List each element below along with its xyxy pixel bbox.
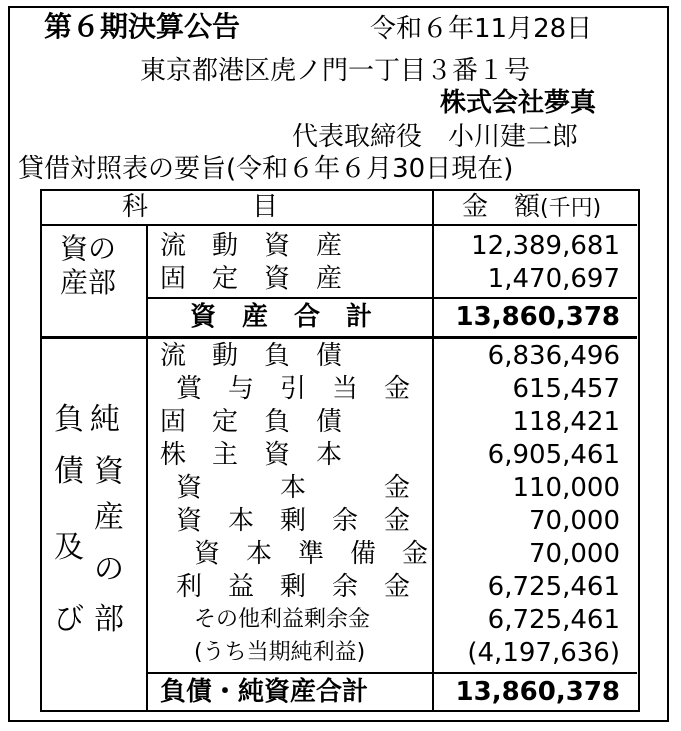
liab-label-char-8: の	[94, 552, 124, 587]
row-label-shareholders-equity: 株 主 資 本	[160, 440, 343, 470]
row-value-fixed-liabilities: 118,421	[512, 407, 620, 437]
liab-label-char-6: 資	[94, 454, 124, 489]
row-value-assets-total: 13,860,378	[455, 302, 620, 332]
row-label-assets-total: 資 産 合 計	[190, 302, 373, 332]
row-value-grand-total: 13,860,378	[455, 677, 620, 707]
row-value-current-liabilities: 6,836,496	[487, 341, 620, 371]
liab-label-char-4: び	[54, 602, 84, 637]
row-label-other-retained-earnings: その他利益剰余金	[194, 607, 371, 632]
assets-subtotal-divider	[146, 297, 637, 299]
row-label-current-liabilities: 流 動 負 債	[160, 341, 343, 371]
column-header-amount	[462, 192, 601, 224]
row-label-grand-total: 負債・純資産合計	[160, 677, 369, 707]
row-value-capital-reserve: 70,000	[529, 539, 620, 569]
liab-label-char-3: 及	[54, 530, 84, 565]
row-value-bonus-provision: 615,457	[512, 374, 620, 404]
company-address: 東京都港区虎ノ門一丁目３番１号	[140, 56, 531, 86]
unit-label: (千円)	[540, 196, 602, 221]
row-label-retained-earnings: 利 益 剰 余 金	[176, 572, 411, 602]
balance-sheet-table	[40, 189, 640, 712]
row-label-capital-reserve: 資 本 準 備 金	[194, 539, 429, 569]
row-label-fixed-liabilities: 固 定 負 債	[160, 407, 343, 437]
row-label-current-assets: 流 動 資 産	[160, 231, 343, 261]
header-divider	[42, 224, 637, 226]
notice-title: 第６期決算公告	[44, 10, 241, 43]
representative: 代表取締役 小川建二郎	[292, 122, 579, 152]
row-value-capital-stock: 110,000	[512, 473, 620, 503]
liab-label-char-1: 負	[54, 402, 84, 437]
row-label-capital-surplus: 資 本 剰 余 金	[176, 506, 411, 536]
company-name: 株式会社夢真	[440, 88, 597, 118]
row-value-current-assets: 12,389,681	[471, 231, 620, 261]
row-value-capital-surplus: 70,000	[529, 506, 620, 536]
column-header-subject: 科 目	[122, 192, 279, 222]
assets-section-label-1: 資の	[60, 232, 117, 265]
statement-title: 貸借対照表の要旨(令和６年６月30日現在)	[18, 154, 514, 184]
row-value-shareholders-equity: 6,905,461	[487, 440, 620, 470]
amount-column-divider	[432, 191, 434, 710]
row-value-retained-earnings: 6,725,461	[487, 572, 620, 602]
section-divider	[42, 336, 637, 339]
row-label-net-income: (うち当期純利益)	[194, 640, 366, 665]
total-divider	[146, 672, 637, 674]
row-label-bonus-provision: 賞 与 引 当 金	[176, 374, 411, 404]
row-value-other-retained-earnings: 6,725,461	[487, 605, 620, 635]
notice-date: 令和６年11月28日	[370, 14, 593, 44]
row-value-fixed-assets: 1,470,697	[487, 264, 620, 294]
row-label-capital-stock: 資 本 金	[176, 473, 411, 503]
label-column-divider	[146, 224, 148, 710]
row-value-net-income: (4,197,636)	[467, 638, 620, 668]
liab-label-char-9: 部	[94, 602, 124, 637]
liab-label-char-7: 産	[94, 500, 124, 535]
assets-section-label-2: 産部	[60, 266, 117, 299]
liab-label-char-5: 純	[90, 402, 120, 437]
liab-label-char-2: 債	[54, 454, 84, 489]
row-label-fixed-assets: 固 定 資 産	[160, 264, 343, 294]
amount-label: 金 額	[462, 192, 541, 222]
